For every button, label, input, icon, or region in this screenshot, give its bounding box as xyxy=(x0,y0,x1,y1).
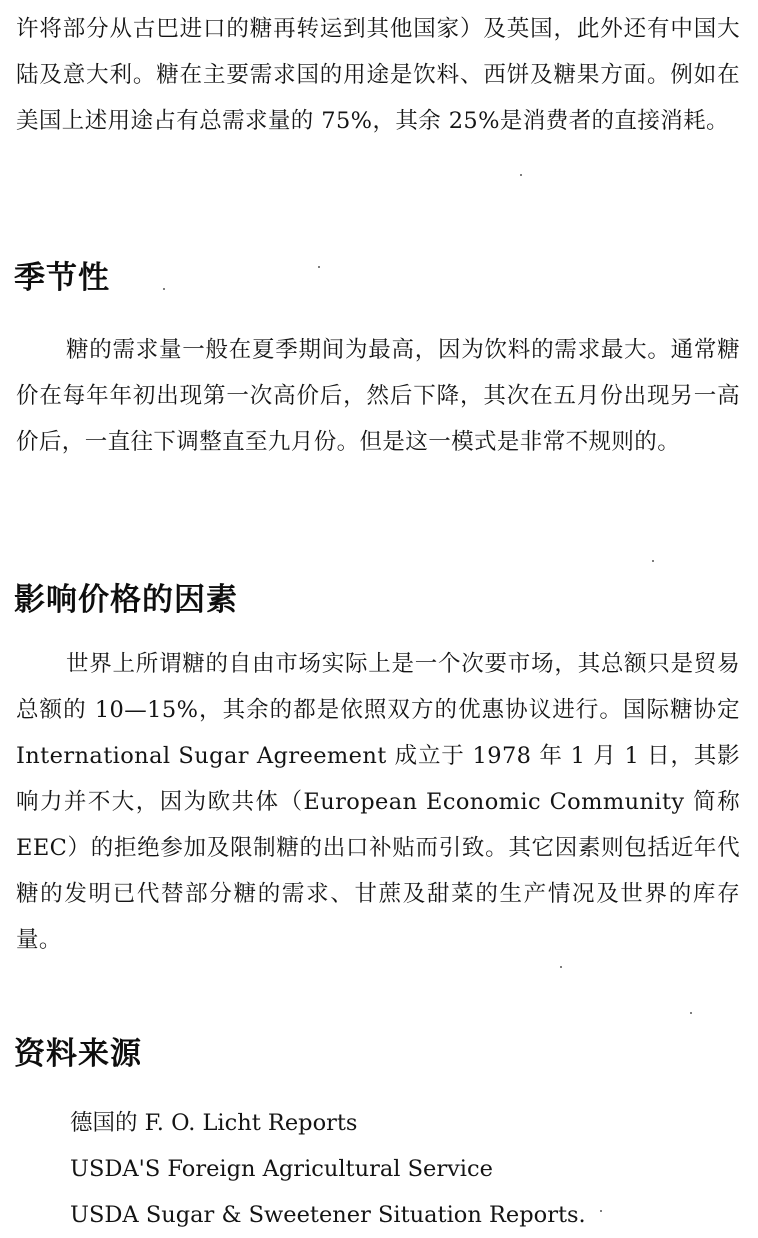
seasonality-paragraph: 糖的需求量一般在夏季期间为最高，因为饮料的需求最大。通常糖价在每年年初出现第一次高价后，然后下降，其次在五月份出现另一高价后，一直往下调整直至九月份。但是这一模式是非常不规则的。 xyxy=(16,337,740,455)
intro-paragraph: 许将部分从古巴进口的糖再转运到其他国家）及英国，此外还有中国大陆及意大利。糖在主要需求国的用途是饮料、西饼及糖果方面。例如在美国上述用途占有总需求量的 75%，其余 25%是消费者的直接消耗。 xyxy=(16,16,740,134)
scan-speck xyxy=(163,288,165,290)
sources-list xyxy=(70,1100,586,1238)
scan-speck xyxy=(600,1210,602,1212)
source-item-3: USDA Sugar & Sweetener Situation Reports. xyxy=(70,1202,586,1228)
seasonality-heading: 季节性 xyxy=(14,260,110,296)
price-factors-heading: 影响价格的因素 xyxy=(14,582,238,618)
scan-speck xyxy=(560,966,562,968)
scan-speck xyxy=(652,560,654,562)
price-factors-paragraph: 世界上所谓糖的自由市场实际上是一个次要市场，其总额只是贸易总额的 10—15%，其余的都是依照双方的优惠协议进行。国际糖协定 International Sugar Agreement 成立于 1978 年 1 月 1 日，其影响力并不大，因为欧共体（European Economic Community 简称 EEC）的拒绝参加及限制糖的出口补贴而引致。其它因素则包括近年代糖的发明已代替部分糖的需求、甘蔗及甜菜的生产情况及世界的库存量。 xyxy=(16,651,740,953)
sources-heading: 资料来源 xyxy=(14,1036,142,1072)
scan-speck xyxy=(690,1012,692,1014)
scan-speck xyxy=(318,266,320,268)
source-item-1: 德国的 F. O. Licht Reports xyxy=(70,1110,358,1136)
scan-speck xyxy=(520,174,522,176)
source-item-2: USDA'S Foreign Agricultural Service xyxy=(70,1156,493,1182)
